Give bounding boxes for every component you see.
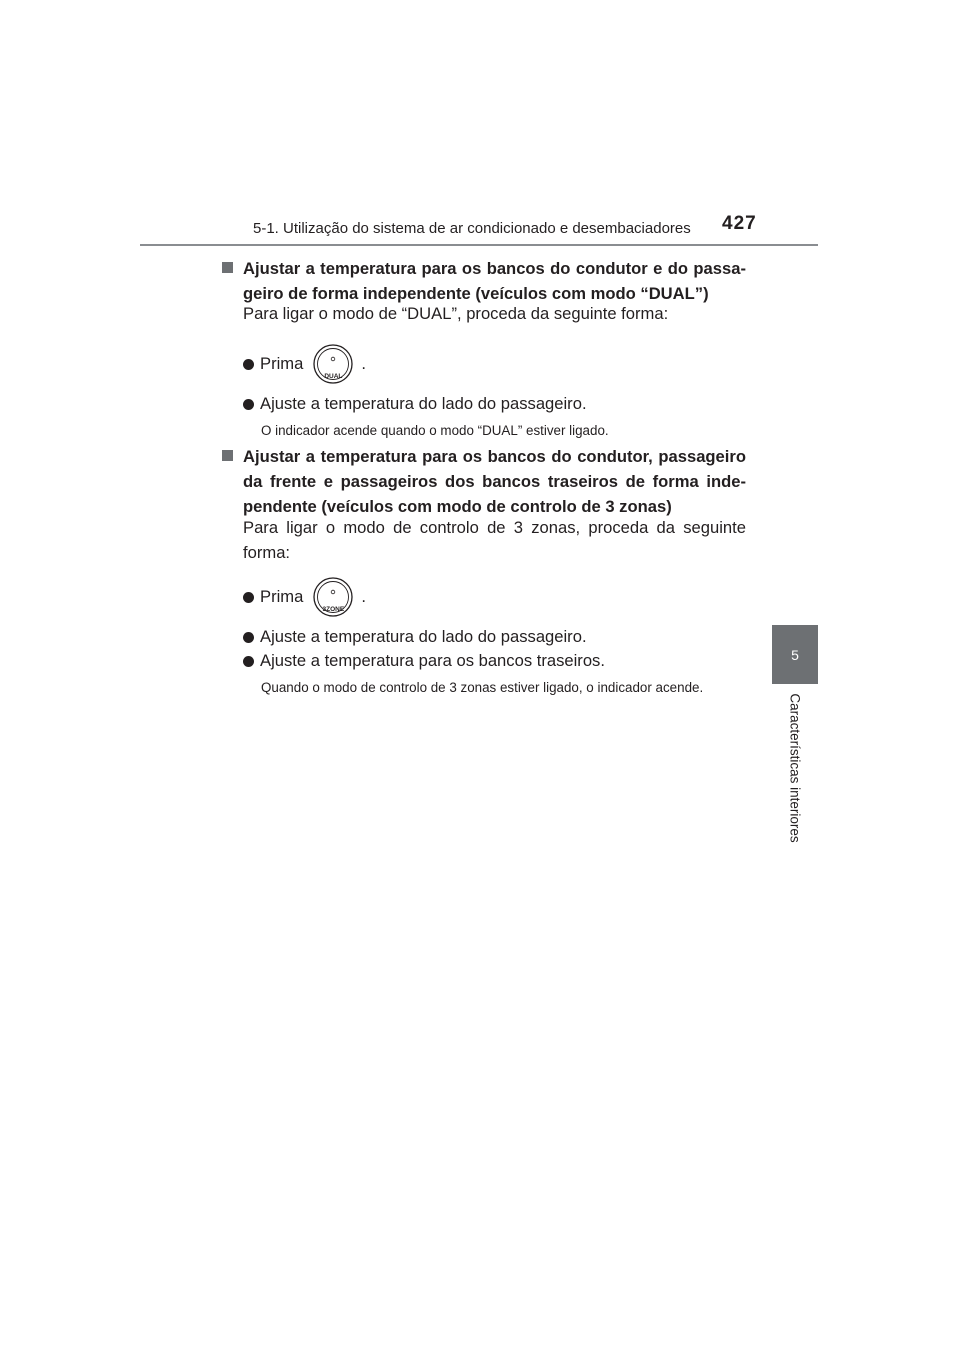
- step-prefix: Prima: [260, 587, 304, 606]
- chapter-number: 5: [791, 646, 799, 663]
- intro-3zone: Para ligar o modo de controlo de 3 zonas, proceda da seguinte forma:: [243, 518, 746, 562]
- bullet-dot-icon: [243, 592, 254, 603]
- note-dual: O indicador acende quando o modo “DUAL” estiver ligado.: [261, 423, 609, 438]
- bullet-dot-icon: [243, 632, 254, 643]
- step-text: Ajuste a temperatura do lado do passageiro.: [260, 627, 587, 646]
- square-bullet-icon: [222, 262, 233, 273]
- dual-button-icon: [313, 344, 353, 384]
- step-text: Ajuste a temperatura do lado do passageiro.: [260, 394, 587, 413]
- page-number: 427: [722, 213, 757, 234]
- button-label: DUAL: [324, 373, 343, 380]
- intro-dual: Para ligar o modo de “DUAL”, proceda da seguinte forma:: [243, 304, 669, 323]
- bullet-dot-icon: [243, 399, 254, 410]
- step-press-dual: [243, 344, 366, 384]
- step-passenger-dual: [243, 393, 587, 415]
- 3zone-button-icon: [313, 577, 353, 617]
- heading-text: Ajustar a temperatura para os bancos do condutor, passageiro da frente e passageiros dos bancos traseiros de forma inde-pendente (veículos com modo de controlo de 3 zonas): [243, 447, 746, 516]
- step-passenger-3zone: [243, 626, 587, 648]
- section-title: 5-1. Utilização do sistema de ar condicionado e desembaciadores: [253, 220, 691, 237]
- step-suffix: .: [361, 587, 366, 606]
- bullet-dot-icon: [243, 359, 254, 370]
- heading-text: Ajustar a temperatura para os bancos do condutor e do passa-geiro de forma independente (veículos com modo “DUAL”): [243, 259, 746, 303]
- step-press-3zone: [243, 577, 366, 617]
- note-3zone: Quando o modo de controlo de 3 zonas estiver ligado, o indicador acende.: [261, 680, 704, 695]
- section-heading-3zone: [222, 444, 746, 519]
- step-text: Ajuste a temperatura para os bancos traseiros.: [260, 651, 605, 670]
- square-bullet-icon: [222, 450, 233, 461]
- chapter-label: Características interiores: [787, 693, 803, 843]
- header-divider: [140, 244, 818, 246]
- step-prefix: Prima: [260, 354, 304, 373]
- step-rear-3zone: [243, 650, 605, 672]
- step-suffix: .: [361, 354, 366, 373]
- section-heading-dual: [222, 256, 746, 306]
- chapter-tab: [772, 625, 818, 684]
- button-label: 3ZONE: [322, 606, 345, 613]
- bullet-dot-icon: [243, 656, 254, 667]
